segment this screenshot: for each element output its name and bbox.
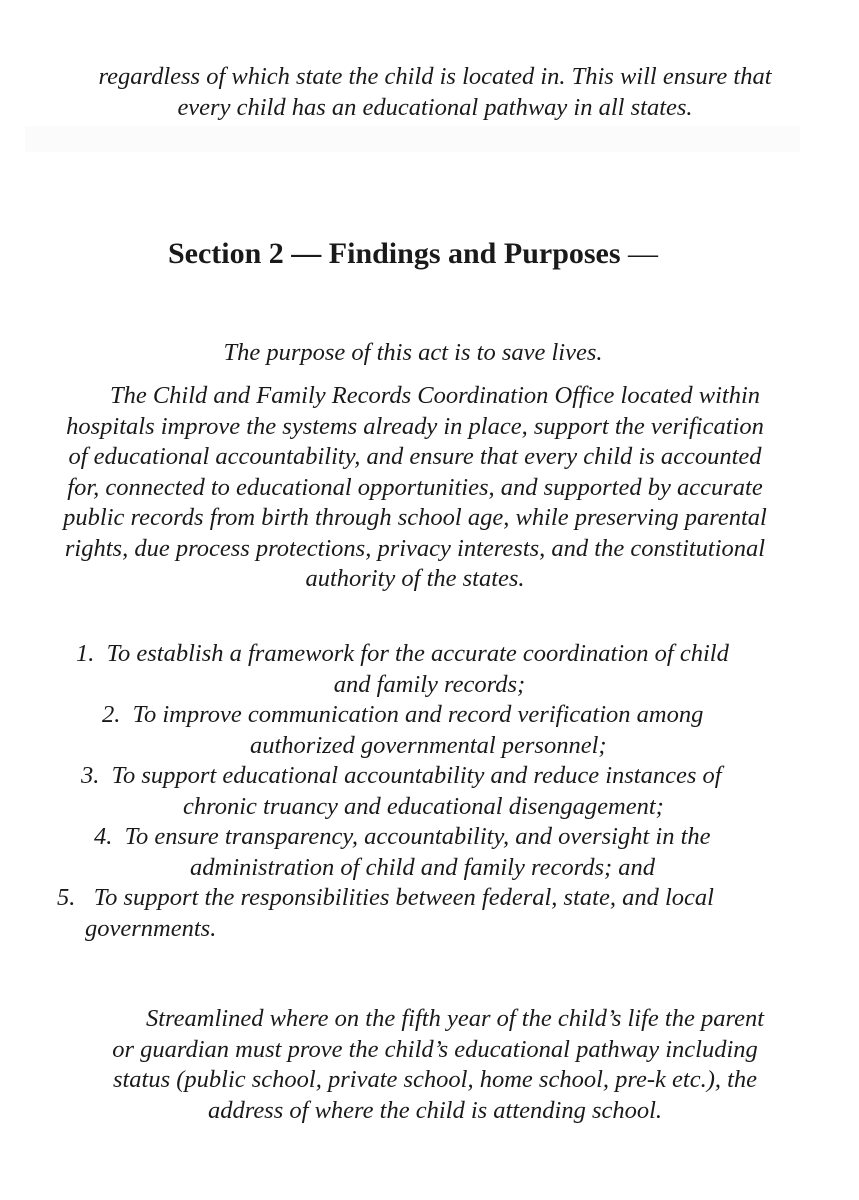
text-line: address of where the child is attending school. [207, 1096, 663, 1124]
text-line: regardless of which state the child is located in. This will ensure that [98, 63, 772, 90]
list-number: 5. [57, 884, 76, 911]
list-text: To support the responsibilities between federal, state, and local [93, 884, 714, 911]
list-text: To support educational accountability and reduce instances of [111, 762, 722, 789]
list-number: 2. [102, 701, 121, 728]
list-item [81, 761, 722, 792]
list-text: chronic truancy and educational disengagement; [183, 793, 664, 820]
text-line: for, connected to educational opportunities, and supported by accurate [67, 473, 763, 501]
text-line: every child has an educational pathway in all states. [177, 93, 693, 121]
list-item-continuation [183, 792, 664, 823]
text-line: of educational accountability, and ensure that every child is accounted [68, 443, 762, 470]
text-line: The Child and Family Records Coordination Office located within [109, 382, 761, 409]
list-item [94, 822, 711, 853]
list-item-continuation [0, 670, 859, 701]
list-item [57, 883, 714, 914]
text-line: Streamlined where on the fifth year of the child’s life the parent [145, 1005, 765, 1032]
section-heading [0, 234, 826, 274]
list-text: and family records; [333, 671, 526, 698]
text-line: hospitals improve the systems already in place, support the verification [66, 412, 764, 440]
text-line: or guardian must prove the child’s educational pathway including [112, 1035, 758, 1063]
text-line: public records from birth through school age, while preserving parental [63, 504, 767, 531]
list-number: 3. [81, 762, 100, 789]
section-title: Section 2 — Findings and Purposes [167, 237, 621, 270]
purpose-statement: The purpose of this act is to save lives. [223, 339, 603, 366]
list-number: 4. [94, 823, 113, 850]
body-paragraph [30, 381, 800, 595]
list-text: To establish a framework for the accurate coordination of child [106, 640, 729, 667]
list-number: 1. [76, 640, 95, 667]
page-break-band [25, 126, 800, 152]
continuation-paragraph [40, 62, 830, 123]
list-text: authorized governmental personnel; [250, 732, 607, 759]
list-text: administration of child and family records; and [190, 854, 656, 881]
list-item [76, 639, 729, 670]
list-text: governments. [85, 915, 217, 942]
list-item-continuation [190, 853, 655, 884]
list-item [102, 700, 703, 731]
text-line: status (public school, private school, home school, pre-k etc.), the [112, 1066, 758, 1093]
list-item-continuation [250, 731, 607, 762]
closing-paragraph [60, 1004, 810, 1126]
text-line: authority of the states. [305, 565, 525, 592]
text-line: rights, due process protections, privacy interests, and the constitutional [64, 534, 766, 562]
heading-trailing-dash: — [620, 237, 659, 270]
list-text: To improve communication and record verification among [132, 701, 704, 728]
list-item-continuation [85, 914, 216, 945]
list-text: To ensure transparency, accountability, and oversight in the [124, 823, 711, 850]
